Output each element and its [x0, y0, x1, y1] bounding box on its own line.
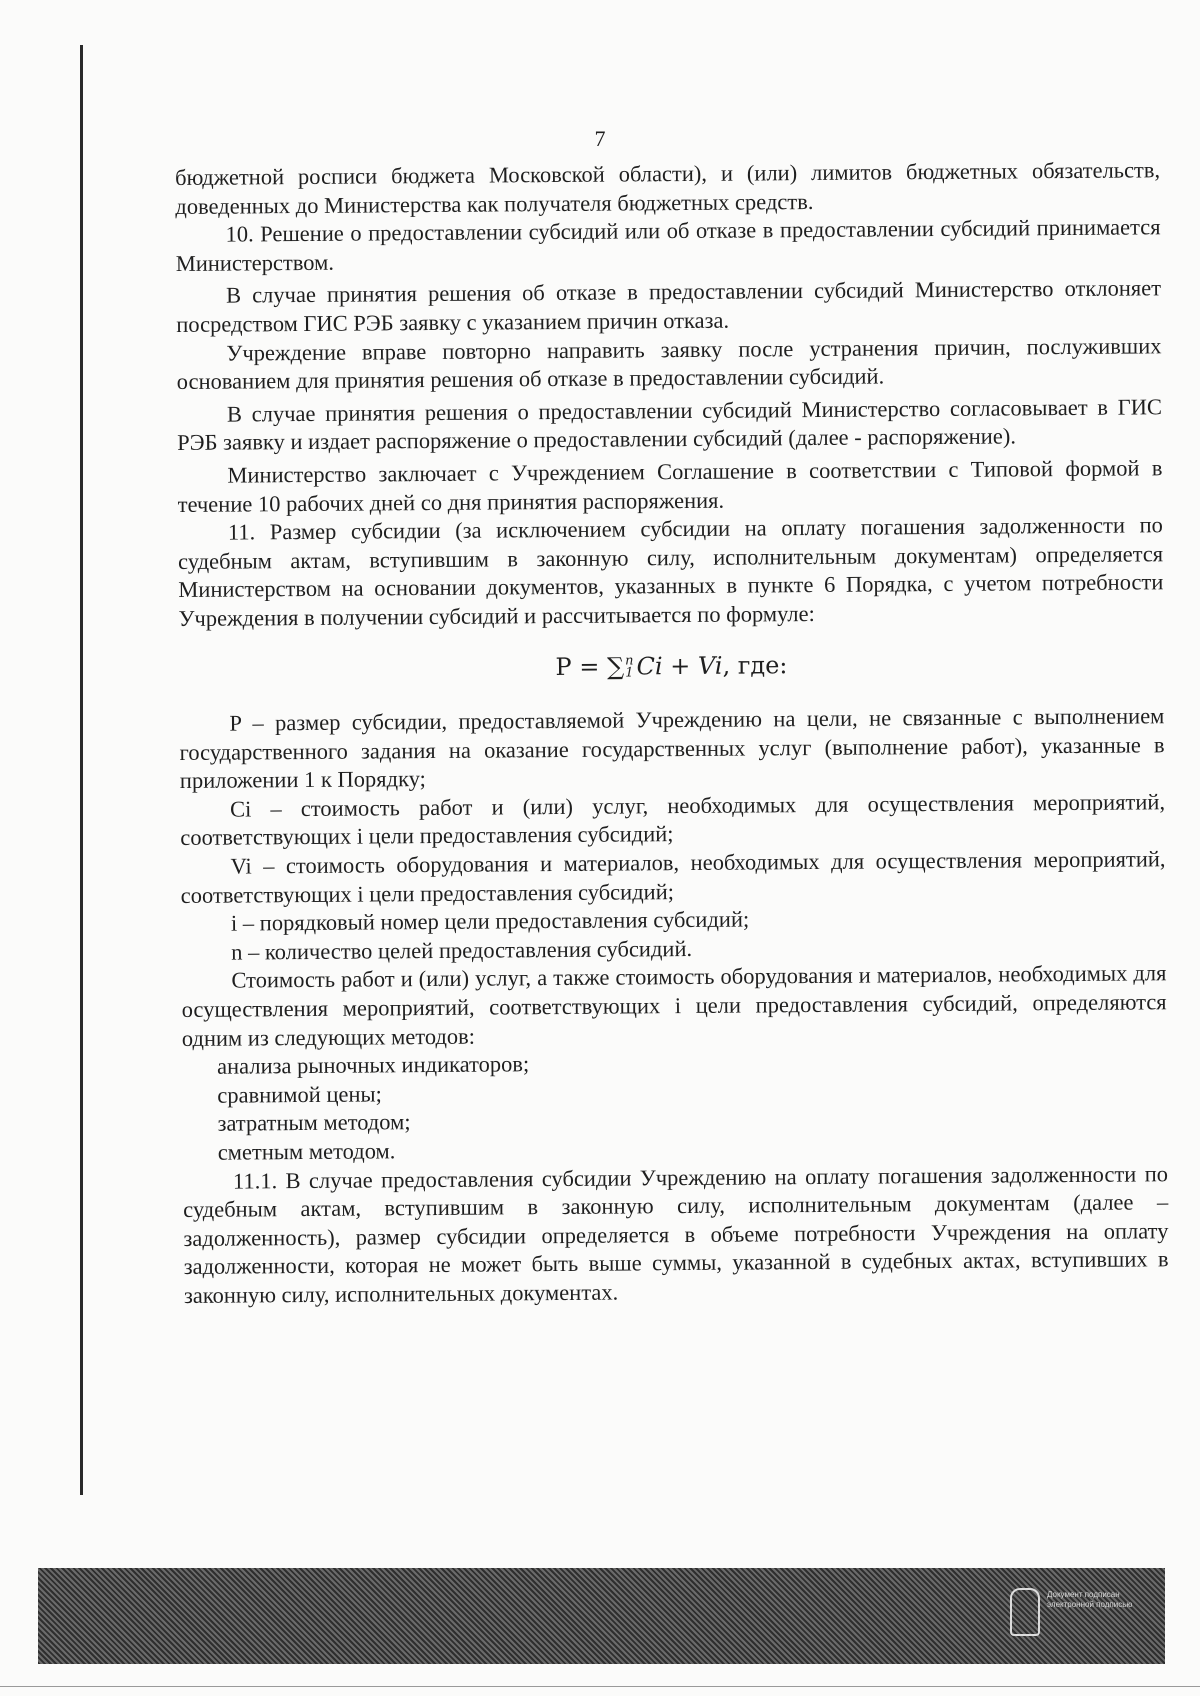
definition-p: P – размер субсидии, предоставляемой Учреждению на цели, не связанные с выполнением государственного задания на оказание государственных услуг (выполнение работ), указанные в приложении 1 к Порядку; — [179, 703, 1165, 794]
definition-n: n – количество целей предоставления субсидий. — [231, 935, 693, 965]
method-item: сравнимой цены; — [217, 1081, 382, 1108]
paragraph-resubmit: Учреждение вправе повторно направить заявку после устранения причин, послуживших основанием для принятия решения об отказе в предоставлении субсидий. — [176, 332, 1162, 395]
footer-signature-band — [38, 1568, 1165, 1664]
formula-sup: n — [625, 653, 634, 669]
formula-lhs: P = ∑ — [555, 651, 625, 681]
definition-ci: Ci – стоимость работ и (или) услуг, необходимых для осуществления мероприятий, соответствующих i цели предоставления субсидий; — [180, 789, 1166, 851]
paragraph-continuation: бюджетной росписи бюджета Московской области), и (или) лимитов бюджетных обязательств, доведенных до Министерства как получателя бюджетных средств. — [175, 157, 1161, 219]
paragraph-11-1: 11.1. В случае предоставления субсидии Учреждению на оплату погашения задолженности по судебным актам, вступившим в законную силу, исполнительным документам (далее – задолженность), размер субсидии определяется в объеме потребности Учреждения на оплату задолженности, которая не может быть выше суммы, указанной в судебных актах, вступивших в законную силу, исполнительных документах. — [183, 1160, 1169, 1308]
definition-i: i – порядковый номер цели предоставления субсидий; — [230, 906, 750, 936]
formula-tail: , где: — [722, 650, 788, 680]
method-item: анализа рыночных индикаторов; — [216, 1051, 530, 1079]
paragraph-refusal: В случае принятия решения об отказе в предоставлении субсидий Министерство отклоняет посредством ГИС РЭБ заявку с указанием причин отказа. — [176, 275, 1162, 337]
method-item: сметным методом. — [217, 1138, 396, 1165]
formula-sub: 1 — [625, 665, 634, 681]
bottom-edge-line — [0, 1686, 1200, 1687]
paragraph-cost-methods: Стоимость работ и (или) услуг, а также стоимость оборудования и материалов, необходимых для осуществления мероприятий, соответствующих i цели предоставления субсидий, определяются одним из следующих методов: — [181, 960, 1167, 1051]
page-number: 7 — [594, 126, 606, 151]
formula-limits — [625, 655, 634, 679]
coat-of-arms-icon — [1010, 1588, 1040, 1636]
binding-edge-line — [80, 45, 83, 1495]
definition-vi: Vi – стоимость оборудования и материалов, необходимых для осуществления мероприятий, соответствующих i цели предоставления субсидий; — [180, 846, 1166, 908]
document-body — [175, 156, 1169, 1310]
signature-stamp-text: Документ подписан электронной подписью — [1047, 1590, 1133, 1609]
method-item: затратным методом; — [217, 1109, 411, 1137]
paragraph-approval: В случае принятия решения о предоставлении субсидий Министерство согласовывает в ГИС РЭБ заявку и издает распоряжение о предоставлении субсидий (далее - распоряжение). — [177, 394, 1163, 456]
formula-rhs: Ci + Vi — [636, 651, 723, 680]
paragraph-11: 11. Размер субсидии (за исключением субсидии на оплату погашения задолженности по судебным актам, вступившим в законную силу, исполнительным документам) определяется Министерством на основании документов, указанных в пункте 6 Порядка, с учетом потребности Учреждения в получении субсидий и рассчитывается по формуле: — [178, 512, 1164, 631]
paragraph-agreement: Министерство заключает с Учреждением Соглашение в соответствии с Типовой формой в течение 10 рабочих дней со дня принятия распоряжения. — [177, 455, 1163, 517]
paragraph-10: 10. Решение о предоставлении субсидий или об отказе в предоставлении субсидий принимается Министерством. — [175, 214, 1161, 276]
subsidy-formula — [179, 648, 1164, 684]
